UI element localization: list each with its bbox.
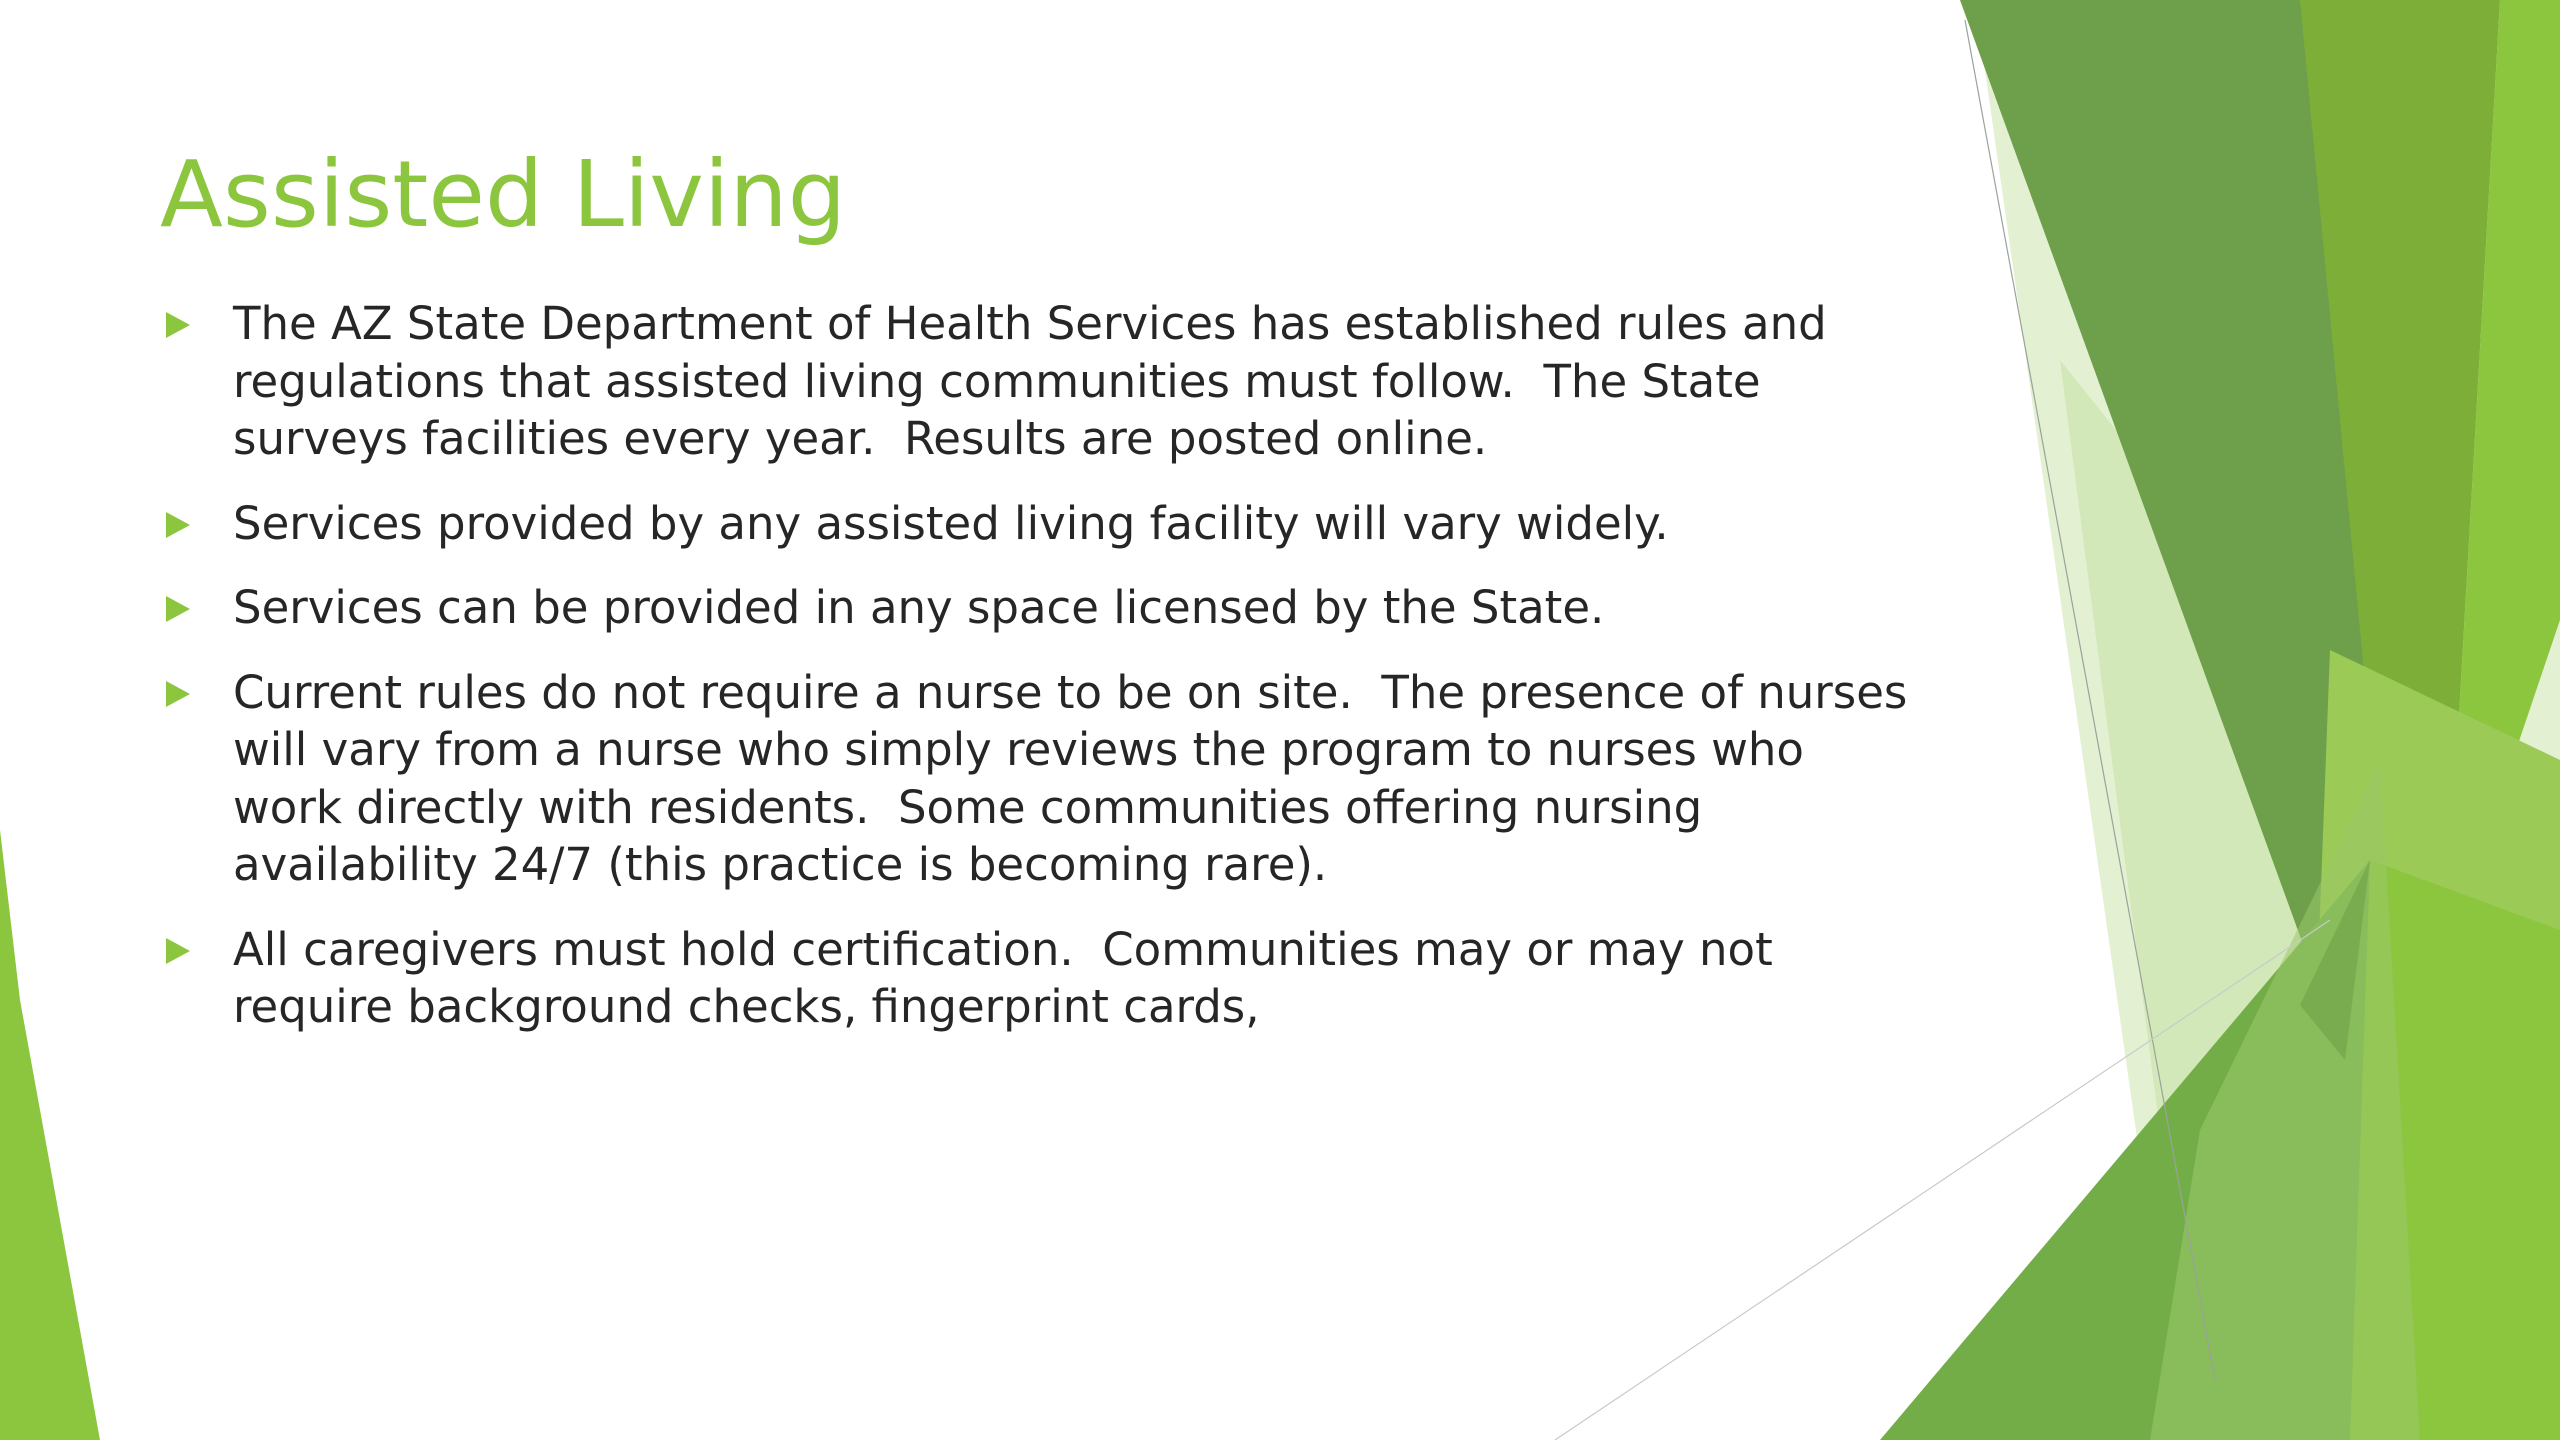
bullet-text: All caregivers must hold certification. Communities may or may not require background checks, fingerprint cards, [233, 922, 1788, 1033]
triangle-right-icon [166, 512, 190, 538]
bullet-item [160, 579, 1920, 637]
bullet-item [160, 664, 1920, 894]
bullet-text: Services provided by any assisted living facility will vary widely. [233, 496, 1669, 550]
triangle-right-icon [166, 312, 190, 338]
bullet-item [160, 295, 1920, 468]
bullet-text: Current rules do not require a nurse to be on site. The presence of nurses will vary from a nurse who simply reviews the program to nurses who work directly with residents. Some communities offering nursing availability 24/7 (this practice is becoming rare). [233, 665, 1922, 891]
triangle-right-icon [166, 596, 190, 622]
bullet-item [160, 495, 1920, 553]
bullet-list [160, 295, 1920, 1063]
slide-title: Assisted Living [160, 141, 847, 248]
triangle-right-icon [166, 938, 190, 964]
left-green-facet [0, 830, 100, 1440]
triangle-right-icon [166, 681, 190, 707]
bullet-text: The AZ State Department of Health Services has established rules and regulations that assisted living communities must follow. The State surveys facilities every year. Results are posted online. [233, 297, 1841, 465]
bullet-text: Services can be provided in any space licensed by the State. [233, 581, 1605, 634]
bullet-item [160, 921, 1920, 1036]
